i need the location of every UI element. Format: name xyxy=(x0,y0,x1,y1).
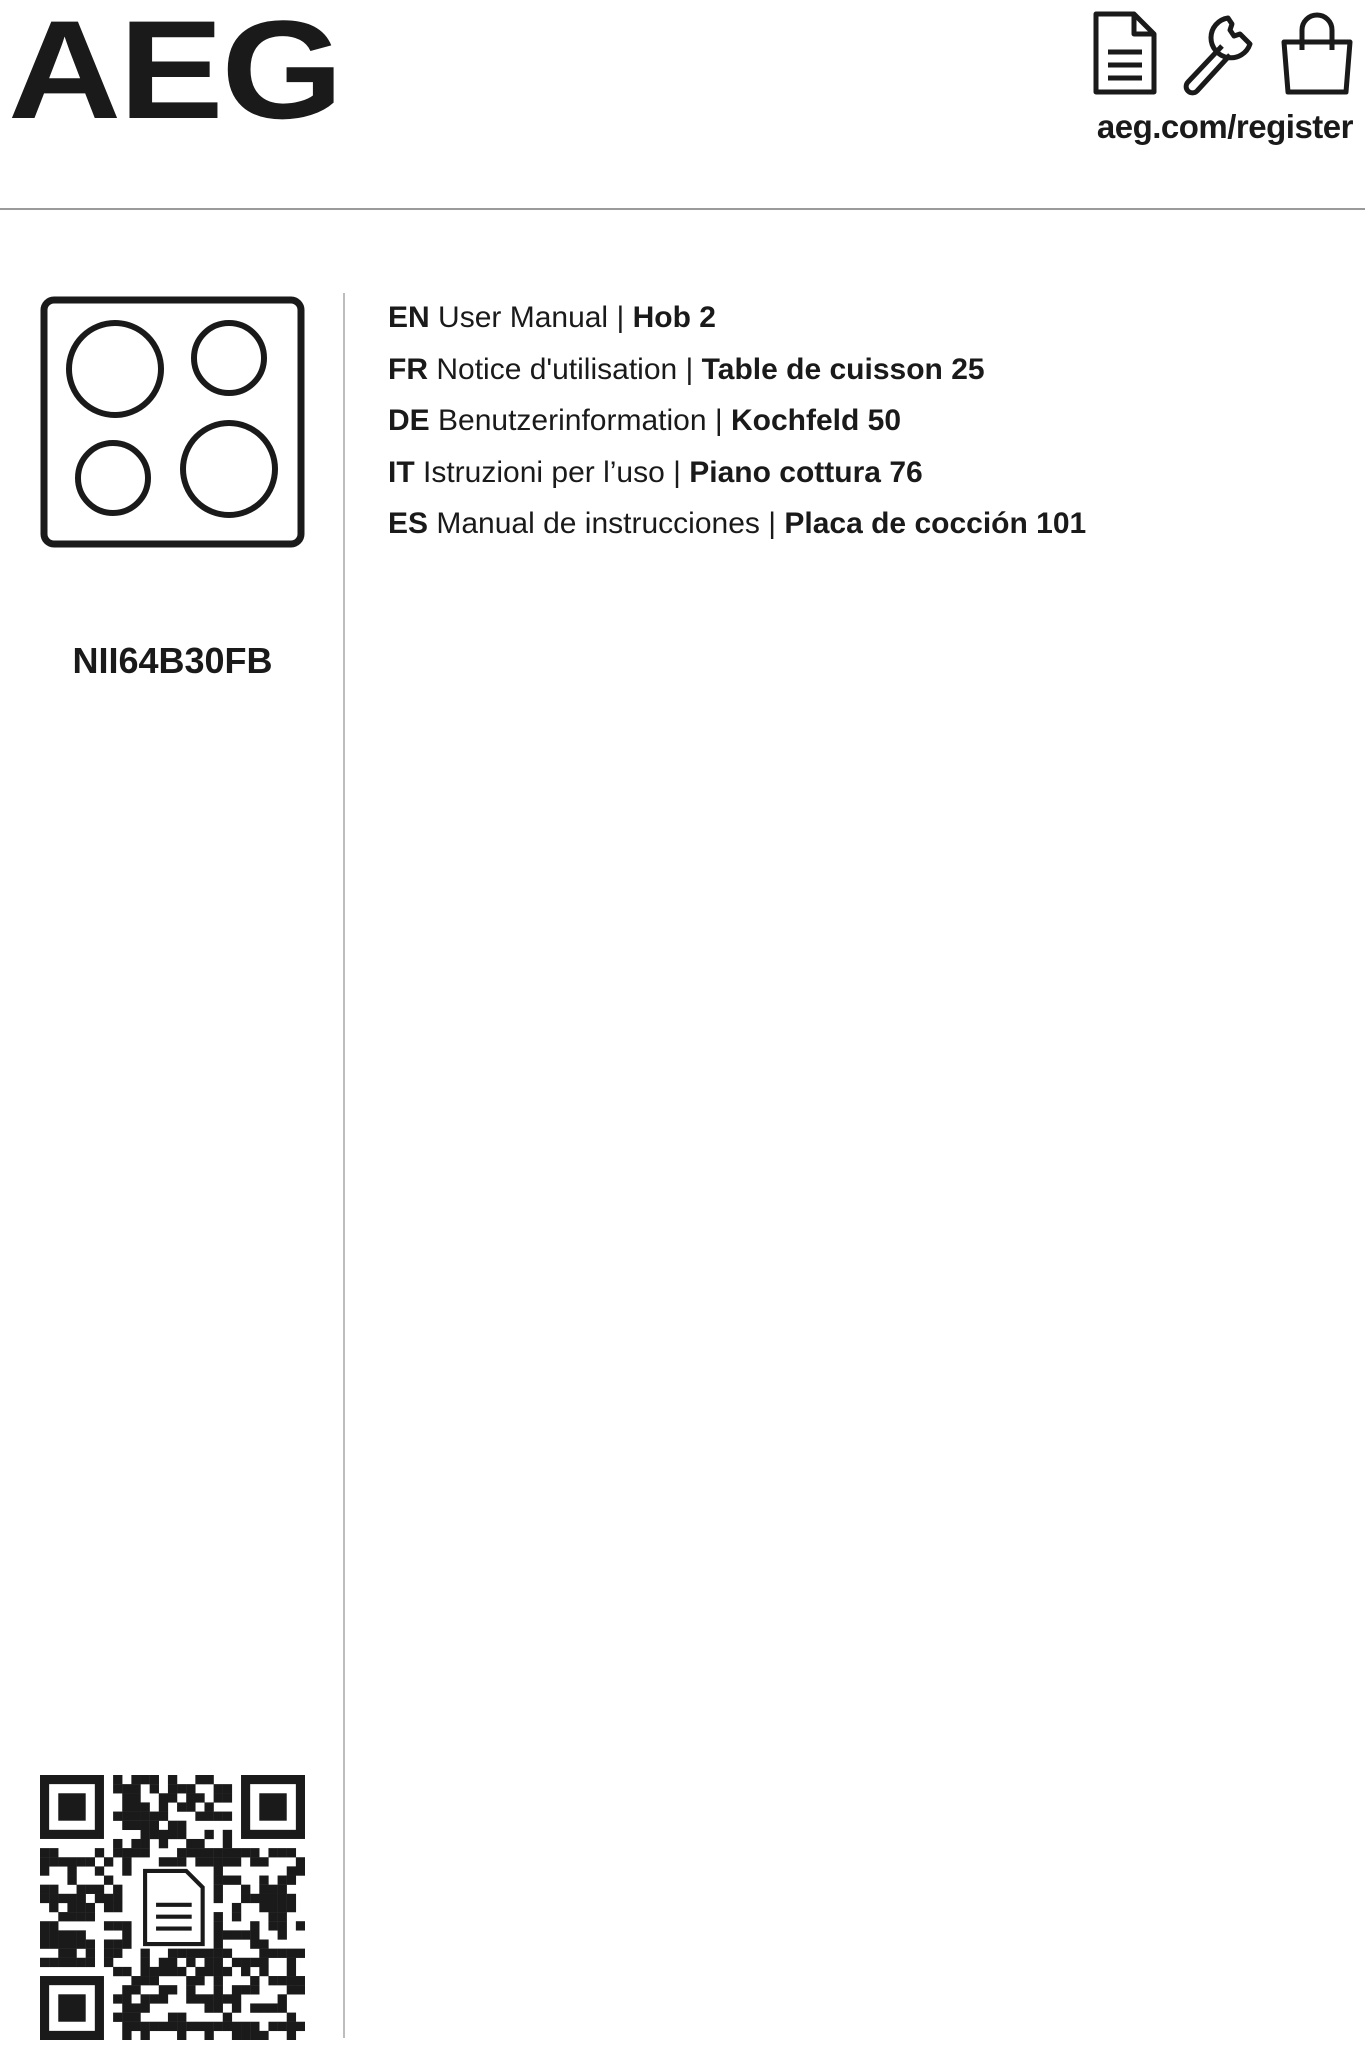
language-code: ES xyxy=(388,507,429,540)
product-title: Placa de cocción xyxy=(784,507,1028,540)
product-title: Table de cuisson xyxy=(701,352,943,386)
product-title: Piano cottura xyxy=(689,455,881,489)
document-icon xyxy=(1090,10,1160,96)
register-url[interactable]: aeg.com/register xyxy=(1096,108,1353,145)
language-code: FR xyxy=(388,352,428,386)
header-divider xyxy=(0,208,1365,210)
page-number: 2 xyxy=(699,301,716,334)
manual-label: Benutzerinformation xyxy=(438,404,707,437)
model-number: NII64B30FB xyxy=(72,640,273,681)
toc-item-it[interactable]: IT Istruzioni per l’uso | Piano cottura 76 xyxy=(388,455,923,489)
manual-label: User Manual xyxy=(438,301,609,334)
aeg-logo: AEG xyxy=(8,0,342,148)
manual-label: Manual de instrucciones xyxy=(436,507,760,540)
language-code: DE xyxy=(388,404,430,437)
toc-item-de[interactable]: DE Benutzerinformation | Kochfeld 50 xyxy=(388,404,902,437)
manual-label: Notice d'utilisation xyxy=(436,352,678,386)
page-number: 101 xyxy=(1036,507,1087,540)
language-code: IT xyxy=(388,455,415,489)
hob-icon xyxy=(40,296,305,548)
vertical-divider xyxy=(343,293,345,2038)
product-title: Kochfeld xyxy=(730,404,860,437)
qr-document-icon xyxy=(145,1871,203,1944)
toc-item-es[interactable]: ES Manual de instrucciones | Placa de cocción 101 xyxy=(388,507,1087,540)
language-code: EN xyxy=(388,301,430,334)
shopping-bag-icon xyxy=(1278,10,1356,96)
page-number: 76 xyxy=(889,455,923,489)
page-number: 50 xyxy=(867,404,902,437)
header-icon-group xyxy=(1090,10,1355,100)
wrench-icon xyxy=(1178,10,1260,96)
toc-item-fr[interactable]: FR Notice d'utilisation | Table de cuisson 25 xyxy=(388,352,985,386)
page-number: 25 xyxy=(951,352,985,386)
toc-item-en[interactable]: EN User Manual | Hob 2 xyxy=(388,301,716,334)
qr-code[interactable] xyxy=(40,1775,305,2040)
manual-label: Istruzioni per l’uso xyxy=(423,455,665,489)
product-title: Hob xyxy=(632,301,691,334)
language-contents-list xyxy=(388,292,1086,550)
